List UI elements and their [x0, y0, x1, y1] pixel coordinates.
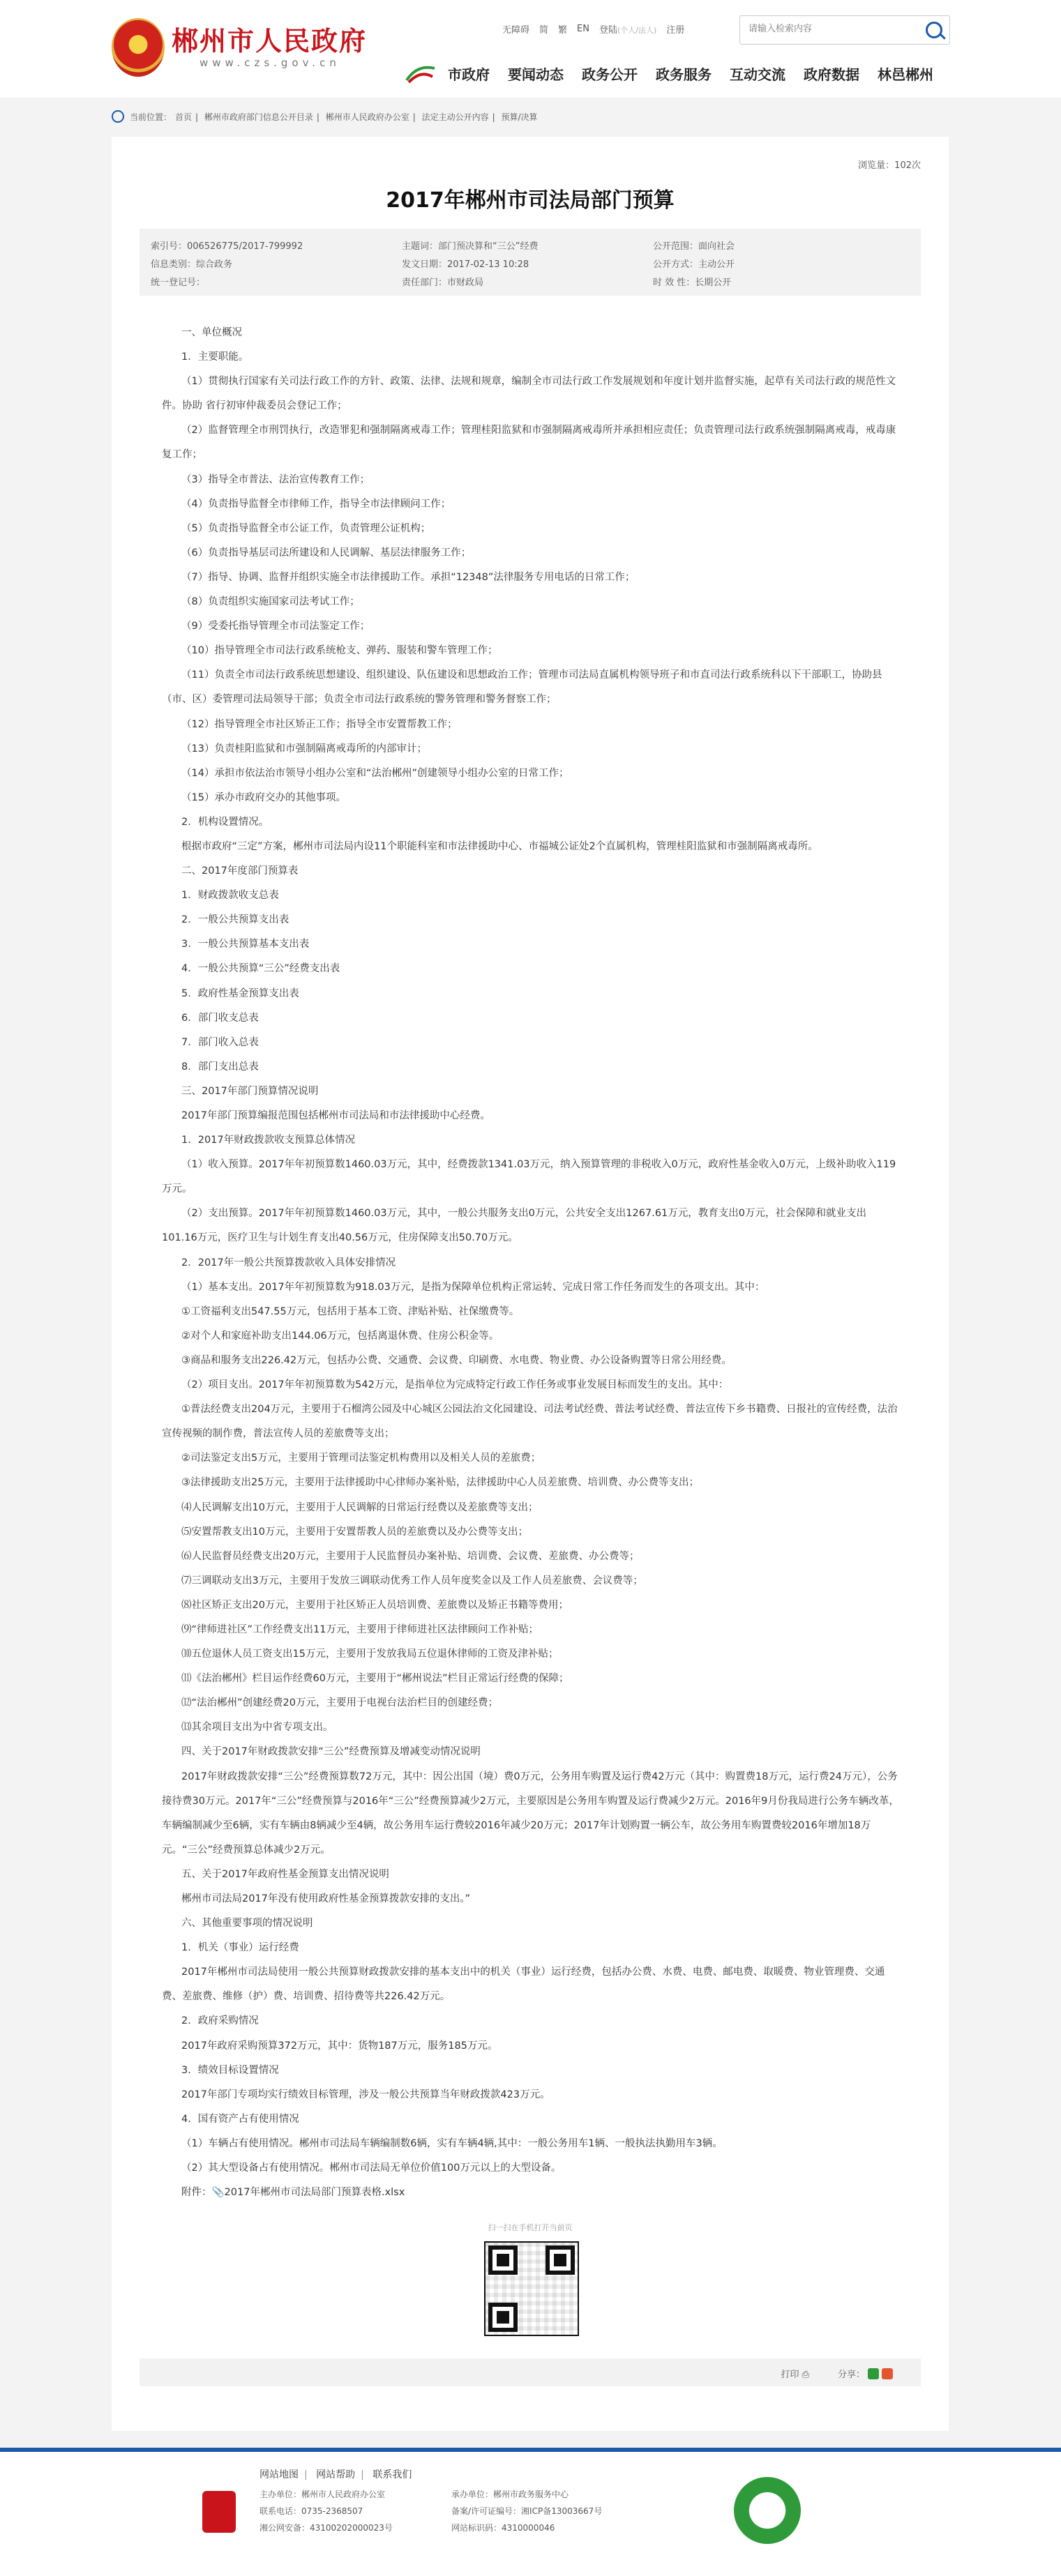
article-paragraph: （9）受委托指导管理全市司法鉴定工作；: [181, 621, 370, 632]
article-paragraph: 1．财政拨款收支总表: [181, 890, 279, 902]
site-domain: www.czs.gov.cn: [200, 56, 340, 69]
register-link[interactable]: 注册: [666, 25, 685, 36]
article-paragraph: 2．政府采购情况: [181, 2015, 259, 2027]
article-paragraph: ⑿“法治郴州”创建经费20万元，主要用于电视台法治栏目的创建经费；: [181, 1697, 498, 1709]
meta-category: 信息类别：综合政务: [151, 259, 233, 270]
article-paragraph: 5．政府性基金预算支出表: [181, 987, 299, 999]
article-paragraph: 郴州市司法局2017年没有使用政府性基金预算拨款安排的支出。”: [181, 1893, 471, 1904]
article-paragraph: 附件：📎2017年郴州市司法局部门预算表格.xlsx: [181, 2187, 405, 2199]
article-paragraph: 二、2017年度部门预算表: [181, 865, 299, 877]
footer-phone: 联系电话：0735-2368507: [259, 2506, 363, 2516]
article-paragraph: ②对个人和家庭补助支出144.06万元，包括离退休费、住房公积金等。: [181, 1330, 499, 1342]
meta-method: 公开方式：主动公开: [653, 259, 735, 270]
article-paragraph: （2）支出预算。2017年年初预算数1460.03万元，其中，一般公共服务支出0万元，公共安全支出1267.61万元，教育支出0万元，社会保障和就业支出101.16万元，医疗卫生与计划生育支出40.56万元，住房保障支出50.70万元。: [162, 1208, 866, 1244]
article-card: [112, 137, 949, 2431]
qr-caption: 扫一扫在手机打开当前页: [488, 2223, 573, 2232]
search-input[interactable]: [747, 23, 917, 35]
article-paragraph: （1）收入预算。2017年年初预算数1460.03万元，其中，经费拨款1341.03万元，纳入预算管理的非税收入0万元，政府性基金收入0万元，上级补助收入119万元。: [162, 1159, 896, 1195]
weibo-icon[interactable]: [882, 2368, 893, 2379]
meta-scope: 公开范围：面向社会: [653, 241, 735, 252]
article-paragraph: ⑾《法治郴州》栏目运作经费60万元，主要用于“郴州说法”栏目正常运行经费的保障；: [181, 1673, 569, 1685]
article-paragraph: （8）负责组织实施国家司法考试工作；: [181, 596, 360, 608]
english-link[interactable]: EN: [577, 24, 589, 34]
footer-undertaker: 承办单位：郴州市政务服务中心: [451, 2490, 569, 2499]
party-gov-badge-icon[interactable]: [202, 2491, 236, 2533]
article-paragraph: ⑻社区矫正支出20万元，主要用于社区矫正人员培训费、差旅费以及矫正书籍等费用；: [181, 1599, 569, 1611]
breadcrumb-home[interactable]: 首页: [175, 112, 193, 122]
accessibility-link[interactable]: 无障碍: [502, 25, 530, 36]
article-paragraph: （5）负责指导监督全市公证工作，负责管理公证机构；: [181, 522, 431, 534]
utility-links: [502, 22, 684, 36]
nav-gov-services[interactable]: 政务服务: [656, 66, 712, 83]
share-bar: [140, 2358, 921, 2386]
article-paragraph: 8．部门支出总表: [181, 1061, 259, 1073]
article-paragraph: ⑽五位退休人员工资支出15万元，主要用于发放我局五位退休律师的工资及津补贴；: [181, 1649, 559, 1660]
article-paragraph: 2．2017年一般公共预算拨款收入具体安排情况: [181, 1257, 396, 1268]
article-paragraph: 2017年郴州市司法局使用一般公共预算财政拨款安排的基本支出中的机关（事业）运行经费，包括办公费、水费、电费、邮电费、取暖费、物业管理费、交通费、差旅费、维修（护）费、培训费、招待费等共226.42万元。: [162, 1967, 885, 2003]
article-paragraph: （10）指导管理全市司法行政系统枪支、弹药、服装和警车管理工作；: [181, 645, 498, 657]
article-paragraph: 2．一般公共预算支出表: [181, 914, 289, 926]
article-paragraph: 1．主要职能。: [181, 351, 249, 363]
breadcrumb-budget[interactable]: 预算/决算: [501, 112, 538, 122]
article-paragraph: （11）负责全市司法行政系统思想建设、组织建设、队伍建设和思想政治工作；管理市司法局直属机构领导班子和市直司法行政系统科以下干部职工，协助县（市、区）委管理司法局领导干部；负责全市司法行政系统的警务管理和警务督察工作；: [162, 669, 882, 706]
nav-interaction[interactable]: 互动交流: [730, 66, 785, 83]
article-paragraph: 三、2017年部门预算情况说明: [181, 1085, 319, 1097]
nav-decoration-icon: [403, 63, 438, 84]
article-paragraph: ⑸安置帮教支出10万元，主要用于安置帮教人员的差旅费以及办公费等支出；: [181, 1526, 528, 1538]
qr-code-icon: [484, 2241, 579, 2336]
article-paragraph: （13）负责桂阳监狱和市强制隔离戒毒所的内部审计；: [181, 743, 427, 755]
article-paragraph: （7）指导、协调、监督并组织实施全市法律援助工作。承担“12348”法律服务专用电话的日常工作；: [181, 571, 635, 583]
search-box: [739, 15, 950, 45]
breadcrumb: 当前位置： 首页 | 郴州市政府部门信息公开目录 | 郴州市人民政府办公室 | 法定主动公开内容 | 预算/决算: [112, 106, 949, 127]
print-label: 打印: [781, 2370, 799, 2380]
article-title: 2017年郴州市司法局部门预算: [386, 188, 675, 213]
breadcrumb-content[interactable]: 法定主动公开内容: [421, 112, 489, 122]
search-icon[interactable]: [926, 22, 942, 38]
article-paragraph: 6．部门收支总表: [181, 1012, 259, 1024]
meta-validity: 时 效 性：长期公开: [653, 278, 732, 288]
breadcrumb-catalog[interactable]: 郴州市政府部门信息公开目录: [204, 112, 313, 122]
article-paragraph: ⑼“律师进社区”工作经费支出11万元，主要用于律师进社区法律顾问工作补贴；: [181, 1623, 539, 1635]
article-paragraph: 3．一般公共预算基本支出表: [181, 939, 310, 950]
article-paragraph: 2017年财政拨款安排“三公”经费预算数72万元，其中：因公出国（境）费0万元，公务用车购置及运行费42万元（其中：购置费18万元，运行费24万元），公务接待费30万元。2017年“三公”经费预算与2016年“三公”经费预算减少2万元，主要原因是公务用车购置及运行费减少2万元。2016年9月份我局进行公务车辆改革，车辆编制减少至6辆，实有车辆由8辆减少至4辆，故公务用车运行费较2016年减少20万元；2017年计划购置一辆公车，故公务用车购置费较2016年增加18万元。“三公”经费预算总体减少2万元。: [162, 1771, 899, 1856]
article-paragraph: 2017年部门专项均实行绩效目标管理，涉及一般公共预算当年财政拨款423万元。: [181, 2089, 550, 2100]
site-name: 郴州市人民政府: [172, 25, 368, 56]
gov-site-seal-icon[interactable]: [734, 2477, 801, 2544]
site-header: [0, 0, 1061, 98]
article-paragraph: ③法律援助支出25万元，主要用于法律援助中心律师办案补贴，法律援助中心人员差旅费、培训费、办公费等支出；: [181, 1477, 699, 1489]
meta-subject: 主题词：部门预决算和“三公”经费: [402, 241, 539, 252]
article-paragraph: ⑷人民调解支出10万元，主要用于人民调解的日常运行经费以及差旅费等支出；: [181, 1501, 539, 1513]
article-paragraph: （6）负责指导基层司法所建设和人民调解、基层法律服务工作；: [181, 547, 472, 559]
meta-index-no: 索引号：006526775/2017-799992: [151, 241, 303, 252]
nav-news[interactable]: 要闻动态: [508, 66, 564, 83]
footer-host: 主办单位：郴州市人民政府办公室: [259, 2490, 386, 2499]
article-paragraph: （12）指导管理全市社区矫正工作；指导全市安置帮教工作；: [181, 718, 458, 730]
simplified-link[interactable]: 简: [539, 25, 549, 36]
article-paragraph: ⒀其余项目支出为中省专项支出。: [181, 1722, 333, 1734]
article-paragraph: ②司法鉴定支出5万元，主要用于管理司法鉴定机构费用以及相关人员的差旅费；: [181, 1453, 541, 1464]
footer-info: [259, 2488, 602, 2538]
view-count: 浏览量：102次: [858, 160, 921, 171]
article-paragraph: ①工资福利支出547.55万元，包括用于基本工资、津贴补贴、社保缴费等。: [181, 1305, 520, 1317]
footer-site-code: 网站标识码：4310000046: [451, 2523, 555, 2533]
article-paragraph: ⑹人民监督员经费支出20万元，主要用于人民监督员办案补贴、培训费、会议费、差旅费、办公费等；: [181, 1550, 640, 1562]
article-paragraph: 根据市政府“三定”方案，郴州市司法局内设11个职能科室和市法律援助中心、市福城公证处2个直属机构，管理桂阳监狱和市强制隔离戒毒所。: [181, 840, 818, 852]
location-icon: [112, 110, 124, 123]
main-nav: [403, 63, 933, 84]
article-paragraph: （2）项目支出。2017年年初预算数为542万元，是指单位为完成特定行政工作任务或事业发展目标而发生的支出。其中：: [181, 1379, 729, 1391]
article-paragraph: 2017年政府采购预算372万元，其中：货物187万元，服务185万元。: [181, 2040, 498, 2052]
article-paragraph: 4．国有资产占有使用情况: [181, 2113, 299, 2125]
article-paragraph: ⑺三调联动支出3万元，主要用于发放三调联动优秀工作人员年度奖金以及工作人员差旅费、会议费等；: [181, 1575, 643, 1586]
footer-links: 网站地图 | 网站帮助 | 联系我们: [259, 2469, 412, 2480]
footer-police[interactable]: 湘公网安备：43100202000023号: [259, 2523, 393, 2533]
footer-icp[interactable]: 备案/许可证编号：湘ICP备13003667号: [451, 2506, 603, 2516]
article-paragraph: 一、单位概况: [181, 327, 242, 338]
article-paragraph: ①普法经费支出204万元，主要用于石榴湾公园及中心城区公园法治文化园建设、司法考试经费、普法考试经费、普法宣传下乡书籍费、日报社的宣传经费，法治宣传视频的制作费，普法宣传人员的差旅费等支出；: [162, 1404, 898, 1440]
article-paragraph: （1）贯彻执行国家有关司法行政工作的方针、政策、法律、法规和规章，编制全市司法行政工作发展规划和年度计划并监督实施，起草有关司法行政的规范性文件。协助 省行初审仲裁委员会登记工作；: [162, 376, 896, 412]
login-hint: (个人/法人): [617, 26, 657, 35]
article-paragraph: 五、关于2017年政府性基金预算支出情况说明: [181, 1868, 389, 1880]
article-paragraph: 3．绩效目标设置情况: [181, 2064, 279, 2076]
article-paragraph: （1）基本支出。2017年年初预算数为918.03万元，是指为保障单位机构正常运转、完成日常工作任务而发生的各项支出。其中：: [181, 1281, 765, 1293]
site-logo[interactable]: [112, 18, 367, 77]
article-paragraph: （1）车辆占有使用情况。郴州市司法局车辆编制数6辆，实有车辆4辆,其中：一般公务用车1辆、一般执法执勤用车3辆。: [181, 2137, 723, 2149]
site-footer: [0, 2448, 1061, 2576]
article-paragraph: 4．一般公共预算“三公”经费支出表: [181, 963, 340, 975]
meta-unified-no: 统一登记号：: [151, 278, 206, 288]
nav-city-government[interactable]: 市政府: [448, 66, 490, 83]
article-paragraph: （2）监督管理全市刑罚执行，改造罪犯和强制隔离戒毒工作；管理桂阳监狱和市强制隔离戒毒所并承担相应责任；负责管理司法行政系统强制隔离戒毒，戒毒康复工作；: [162, 425, 896, 461]
article-paragraph: ③商品和服务支出226.42万元，包括办公费、交通费、会议费、印刷费、水电费、物业费、办公设备购置等日常公用经费。: [181, 1354, 732, 1366]
article-paragraph: （15）承办市政府交办的其他事项。: [181, 791, 346, 803]
nav-gov-data[interactable]: 政府数据: [804, 66, 859, 83]
article-paragraph: （4）负责指导监督全市律师工作，指导全市法律顾问工作；: [181, 498, 451, 510]
article-paragraph: 六、其他重要事项的情况说明: [181, 1918, 313, 1930]
login-link[interactable]: 登陆: [599, 25, 618, 36]
article-body: [162, 321, 901, 2205]
article-paragraph: （14）承担市依法治市领导小组办公室和“法治郴州”创建领导小组办公室的日常工作；: [181, 767, 569, 779]
article-paragraph: 1．机关（事业）运行经费: [181, 1942, 299, 1954]
breadcrumb-office[interactable]: 郴州市人民政府办公室: [325, 112, 409, 122]
article-paragraph: 2．机构设置情况。: [181, 816, 269, 828]
nav-linyi-chenzhou[interactable]: 林邑郴州: [878, 66, 933, 83]
nav-gov-disclosure[interactable]: 政务公开: [582, 66, 638, 83]
print-icon: ⎙: [802, 2370, 809, 2380]
footer-sitemap-link[interactable]: 网站地图: [259, 2469, 299, 2480]
footer-contact-link[interactable]: 联系我们: [373, 2469, 412, 2480]
wechat-icon[interactable]: [868, 2368, 879, 2379]
traditional-link[interactable]: 繁: [558, 25, 568, 36]
article-paragraph: （2）其大型设备占有使用情况。郴州市司法局无单位价值100万元以上的大型设备。: [181, 2162, 562, 2174]
article-paragraph: 1．2017年财政拨款收支预算总体情况: [181, 1135, 356, 1146]
meta-dept: 责任部门：市财政局: [402, 278, 484, 288]
print-button[interactable]: [781, 2367, 809, 2380]
share-label: 分享：: [837, 2370, 865, 2380]
article-paragraph: 2017年部门预算编报范围包括郴州市司法局和市法律援助中心经费。: [181, 1110, 490, 1121]
breadcrumb-label: 当前位置：: [130, 112, 172, 122]
article-paragraph: 四、关于2017年财政拨款安排“三公”经费预算及增减变动情况说明: [181, 1746, 481, 1758]
article-paragraph: （3）指导全市普法、法治宣传教育工作；: [181, 473, 370, 485]
footer-help-link[interactable]: 网站帮助: [316, 2469, 356, 2480]
article-meta: [140, 229, 921, 296]
meta-publish-date: 发文日期：2017-02-13 10:28: [402, 259, 529, 270]
national-emblem-icon: [112, 18, 165, 77]
article-paragraph: 7．部门收入总表: [181, 1036, 259, 1048]
